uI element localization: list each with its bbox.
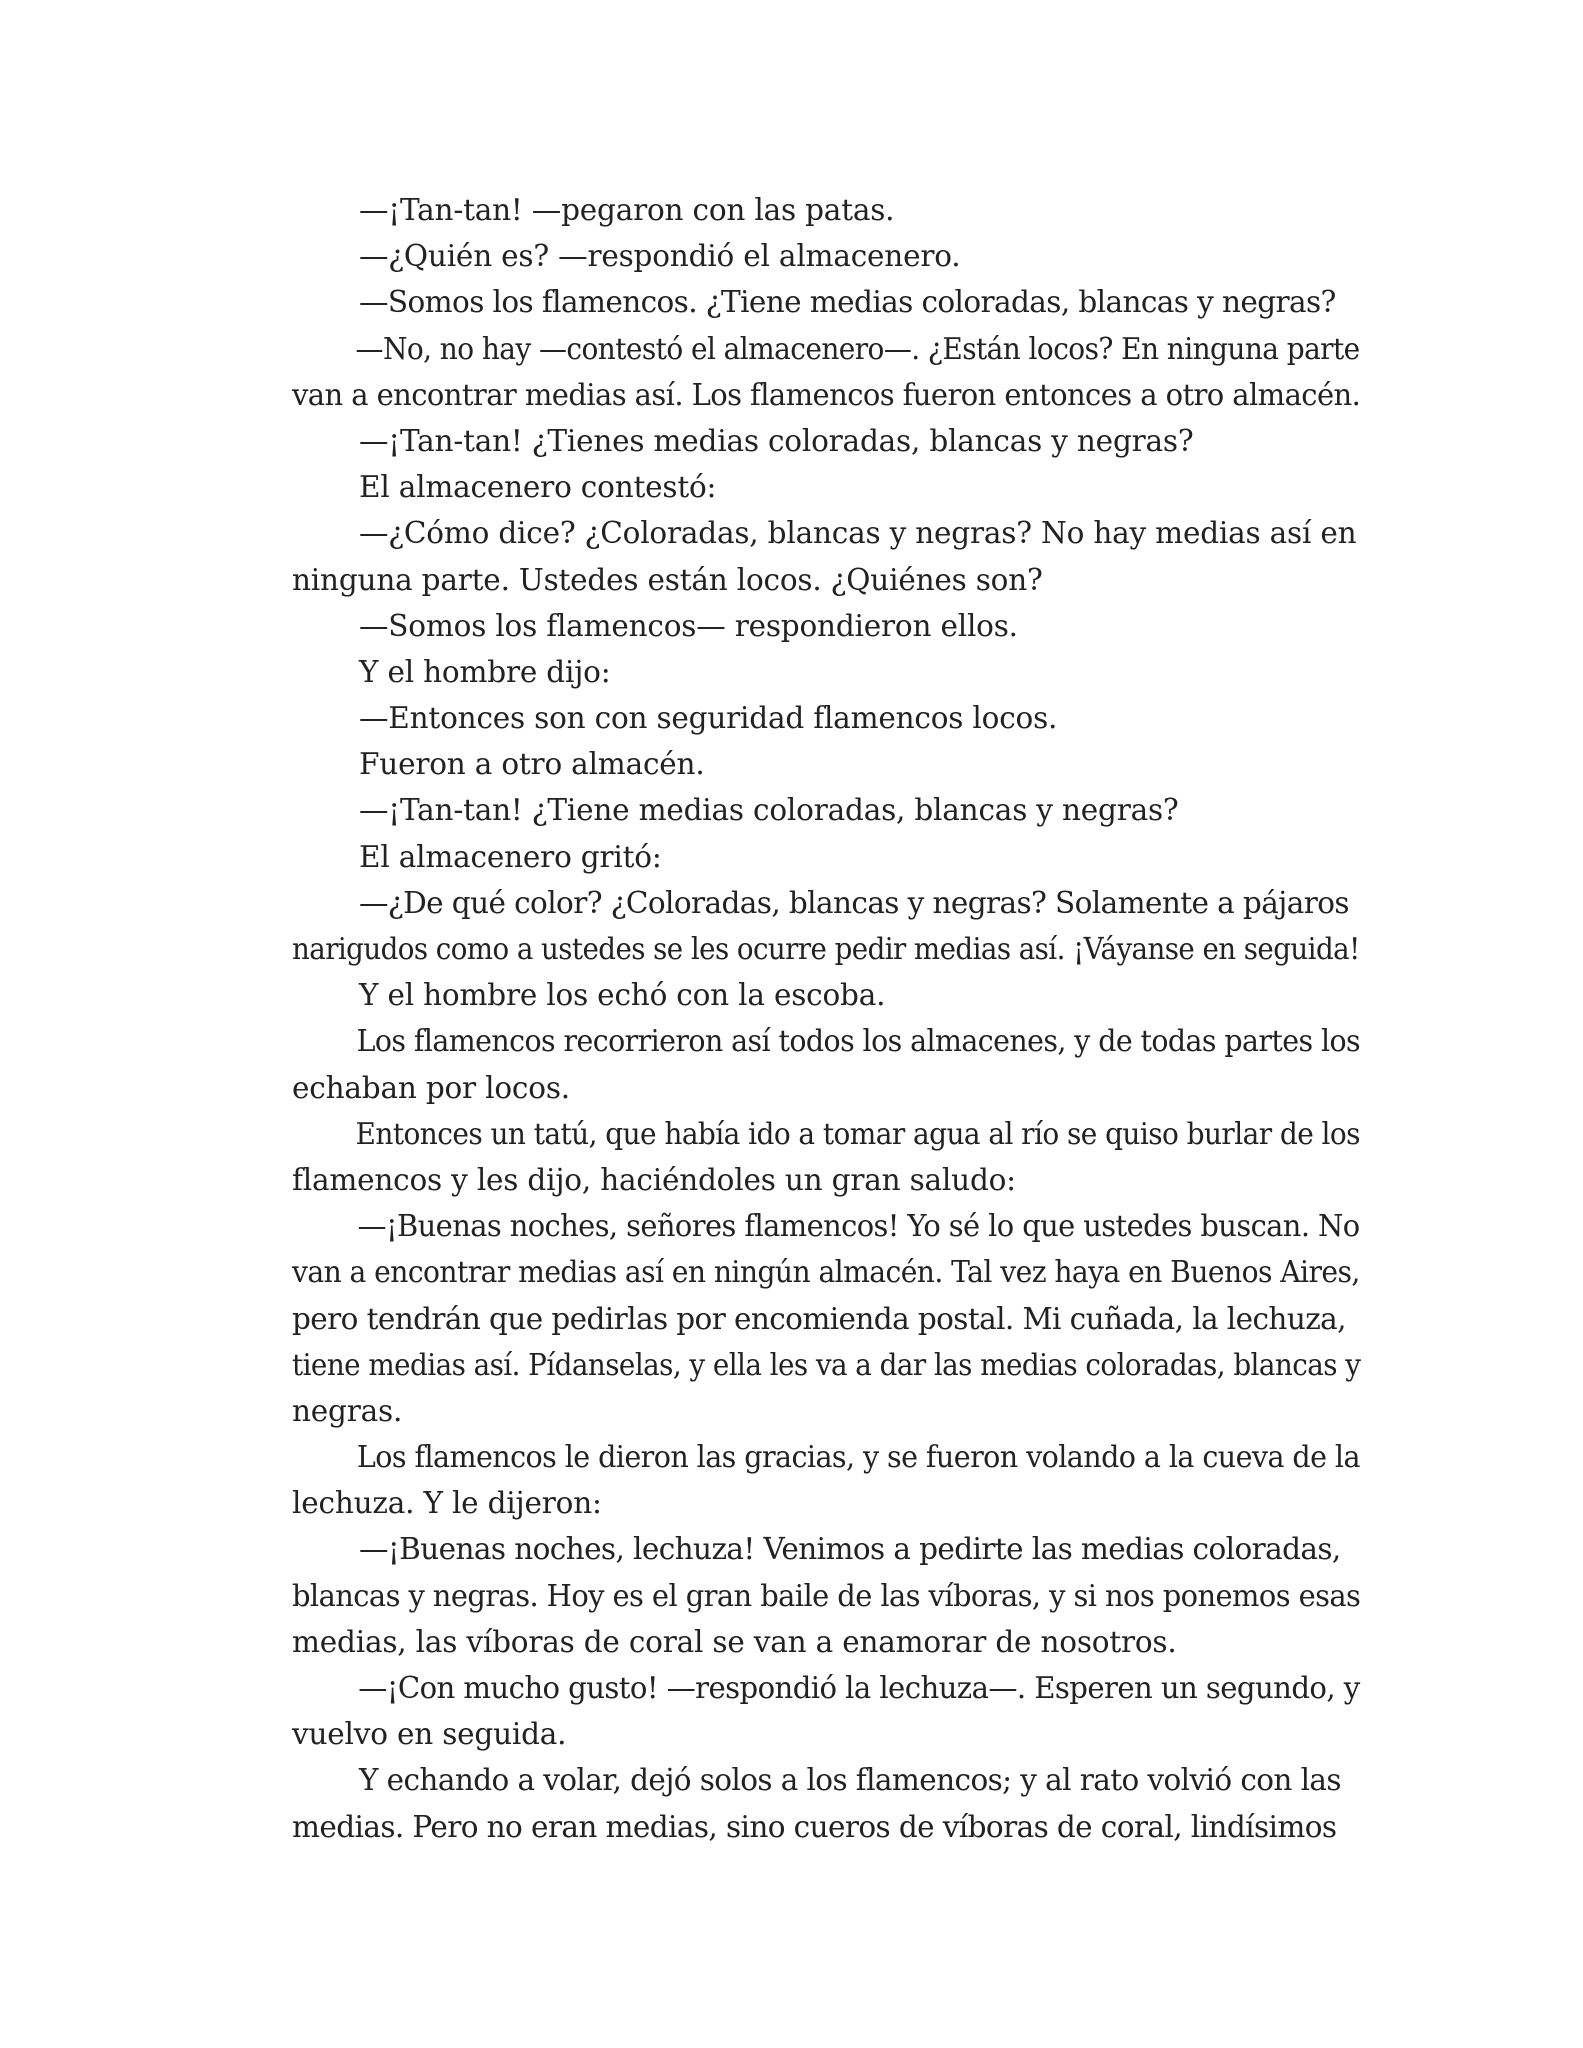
text-line: —¡Tan-tan! —pegaron con las patas. xyxy=(359,193,895,227)
text-line: medias. Pero no eran medias, sino cueros de víboras de coral, lindísimos xyxy=(292,1809,1337,1844)
text-line: —Somos los flamencos. ¿Tiene medias coloradas, blancas y negras? xyxy=(359,285,1336,320)
text-line: vuelvo en seguida. xyxy=(292,1717,567,1752)
text-line: blancas y negras. Hoy es el gran baile de las víboras, y si nos ponemos esas xyxy=(292,1578,1361,1613)
text-line: Y el hombre dijo: xyxy=(359,654,611,689)
text-line: El almacenero contestó: xyxy=(359,470,717,505)
text-line: —Entonces son con seguridad flamencos locos. xyxy=(359,701,1058,736)
text-line: pero tendrán que pedirlas por encomienda postal. Mi cuñada, la lechuza, xyxy=(292,1301,1346,1336)
text-line: narigudos como a ustedes se les ocurre pedir medias así. ¡Váyanse en seguida! xyxy=(292,932,1360,966)
body-text xyxy=(292,187,1360,1850)
text-line: —Somos los flamencos— respondieron ellos. xyxy=(359,608,1018,643)
text-line: —¿Quién es? —respondió el almacenero. xyxy=(359,239,961,274)
text-line: van a encontrar medias así. Los flamencos fueron entonces a otro almacén. xyxy=(292,377,1361,412)
text-line: —¡Tan-tan! ¿Tiene medias coloradas, blancas y negras? xyxy=(359,793,1179,828)
text-line: van a encontrar medias así en ningún almacén. Tal vez haya en Buenos Aires, xyxy=(292,1255,1360,1290)
text-line: ninguna parte. Ustedes están locos. ¿Quiénes son? xyxy=(292,562,1043,597)
text-line: —¿De qué color? ¿Coloradas, blancas y negras? Solamente a pájaros xyxy=(359,885,1349,920)
text-line: —¡Buenas noches, señores flamencos! Yo sé lo que ustedes buscan. No xyxy=(357,1209,1360,1244)
text-line: El almacenero gritó: xyxy=(359,839,662,874)
text-line: flamencos y les dijo, haciéndoles un gran saludo: xyxy=(292,1162,1016,1197)
text-line: Los flamencos le dieron las gracias, y se fueron volando a la cueva de la xyxy=(356,1440,1360,1475)
text-line: echaban por locos. xyxy=(292,1070,570,1105)
text-line: Entonces un tatú, que había ido a tomar agua al río se quiso burlar de los xyxy=(355,1116,1360,1151)
text-line: Fueron a otro almacén. xyxy=(359,747,705,782)
text-line: tiene medias así. Pídanselas, y ella les va a dar las medias coloradas, blancas y xyxy=(292,1347,1361,1382)
text-line: Y el hombre los echó con la escoba. xyxy=(359,978,886,1013)
text-line: Y echando a volar, dejó solos a los flamencos; y al rato volvió con las xyxy=(359,1763,1341,1798)
text-line: —¡Con mucho gusto! —respondió la lechuza—. Esperen un segundo, y xyxy=(358,1671,1360,1705)
text-line: —¡Buenas noches, lechuza! Venimos a pedirte las medias coloradas, xyxy=(359,1532,1341,1567)
text-line: lechuza. Y le dijeron: xyxy=(292,1486,602,1521)
text-line: —¿Cómo dice? ¿Coloradas, blancas y negras? No hay medias así en xyxy=(359,516,1357,551)
text-line: —No, no hay —contestó el almacenero—. ¿Están locos? En ninguna parte xyxy=(355,331,1360,366)
text-line: Los flamencos recorrieron así todos los almacenes, y de todas partes los xyxy=(356,1024,1361,1059)
text-line: medias, las víboras de coral se van a enamorar de nosotros. xyxy=(292,1624,1177,1659)
text-line: negras. xyxy=(292,1393,403,1428)
text-line: —¡Tan-tan! ¿Tienes medias coloradas, blancas y negras? xyxy=(359,423,1194,458)
